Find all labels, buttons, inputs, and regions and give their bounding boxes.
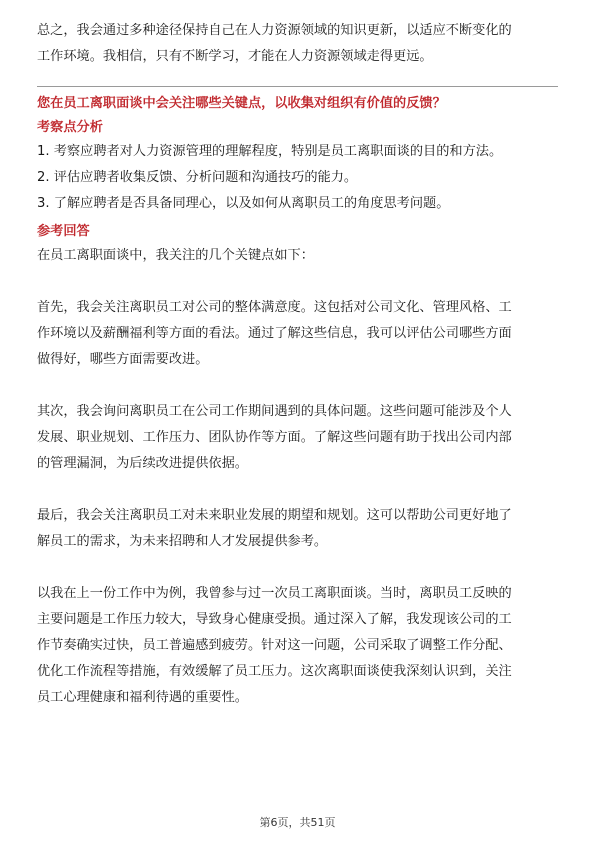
answer-p4-line-4: 优化工作流程等措施，有效缓解了员工压力。这次离职面谈使我深刻认识到，关注 — [37, 664, 512, 679]
answer-p4-line-2: 主要问题是工作压力较大，导致身心健康受损。通过深入了解，我发现该公司的工 — [37, 612, 512, 627]
analysis-item-2: 2. 评估应聘者收集反馈、分析问题和沟通技巧的能力。 — [37, 170, 358, 185]
answer-p1-line-3: 做得好，哪些方面需要改进。 — [37, 352, 209, 367]
answer-p3-line-1: 最后，我会关注离职员工对未来职业发展的期望和规划。这可以帮助公司更好地了 — [37, 508, 512, 523]
paragraph-gap — [37, 269, 558, 295]
answer-p1-line-1: 首先，我会关注离职员工对公司的整体满意度。这包括对公司文化、管理风格、工 — [37, 300, 512, 315]
answer-p3-line-2: 解员工的需求，为未来招聘和人才发展提供参考。 — [37, 534, 328, 549]
answer-p4-line-3: 作节奏确实过快，员工普遍感到疲劳。针对这一问题，公司采取了调整工作分配、 — [37, 638, 512, 653]
document-page — [37, 18, 558, 711]
question-heading: 您在员工离职面谈中会关注哪些关键点，以收集对组织有价值的反馈？ — [37, 96, 446, 111]
answer-opening: 在员工离职面谈中，我关注的几个关键点如下： — [37, 248, 314, 263]
answer-heading: 参考回答 — [37, 224, 90, 239]
analysis-item-1: 1. 考察应聘者对人力资源管理的理解程度，特别是员工离职面谈的目的和方法。 — [37, 144, 503, 159]
answer-p4-line-5: 员工心理健康和福利待遇的重要性。 — [37, 690, 248, 705]
answer-p2-line-1: 其次，我会询问离职员工在公司工作期间遇到的具体问题。这些问题可能涉及个人 — [37, 404, 512, 419]
intro-line-1: 总之，我会通过多种途径保持自己在人力资源领域的知识更新，以适应不断变化的 — [37, 23, 512, 38]
intro-line-2: 工作环境。我相信，只有不断学习，才能在人力资源领域走得更远。 — [37, 49, 433, 64]
answer-p2-line-3: 的管理漏洞，为后续改进提供依据。 — [37, 456, 248, 471]
page-number-footer: 第6页，共51页 — [259, 816, 336, 829]
answer-p4-line-1: 以我在上一份工作中为例，我曾参与过一次员工离职面谈。当时，离职员工反映的 — [37, 586, 512, 601]
analysis-item-3: 3. 了解应聘者是否具备同理心，以及如何从离职员工的角度思考问题。 — [37, 196, 450, 211]
paragraph-gap — [37, 477, 558, 503]
paragraph-gap — [37, 373, 558, 399]
analysis-heading: 考察点分析 — [37, 120, 103, 135]
paragraph-gap — [37, 555, 558, 581]
section-divider — [37, 86, 558, 87]
answer-p1-line-2: 作环境以及薪酬福利等方面的看法。通过了解这些信息，我可以评估公司哪些方面 — [37, 326, 512, 341]
answer-p2-line-2: 发展、职业规划、工作压力、团队协作等方面。了解这些问题有助于找出公司内部 — [37, 430, 512, 445]
